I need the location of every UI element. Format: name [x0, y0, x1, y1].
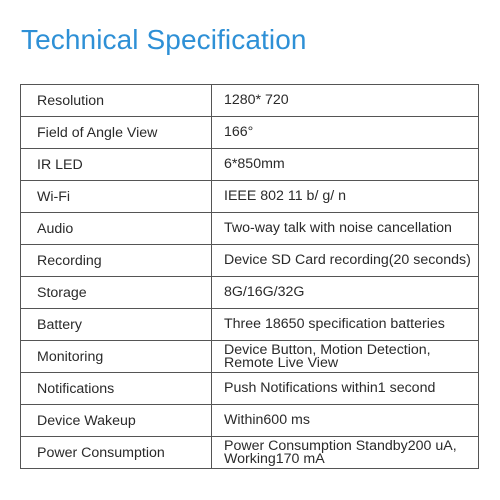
spec-label: Resolution: [21, 85, 212, 117]
table-row: [21, 341, 479, 373]
spec-label: Field of Angle View: [21, 117, 212, 149]
spec-value: Within600 ms: [212, 405, 479, 437]
spec-value: Two-way talk with noise cancellation: [212, 213, 479, 245]
spec-value: IEEE 802 11 b/ g/ n: [212, 181, 479, 213]
spec-label: Device Wakeup: [21, 405, 212, 437]
table-row: [21, 373, 479, 405]
spec-value: 1280* 720: [212, 85, 479, 117]
spec-table: [20, 84, 479, 469]
spec-value: Three 18650 specification batteries: [212, 309, 479, 341]
page-title: Technical Specification: [21, 24, 307, 55]
spec-label: Battery: [21, 309, 212, 341]
spec-label: IR LED: [21, 149, 212, 181]
spec-value: Device SD Card recording(20 seconds): [212, 245, 479, 277]
table-row: [21, 309, 479, 341]
table-row: [21, 117, 479, 149]
spec-value: 6*850mm: [212, 149, 479, 181]
spec-value: Device Button, Motion Detection, Remote Live View: [212, 341, 479, 373]
table-row: [21, 277, 479, 309]
table-row: [21, 149, 479, 181]
spec-label: Notifications: [21, 373, 212, 405]
spec-value: 166°: [212, 117, 479, 149]
spec-label: Monitoring: [21, 341, 212, 373]
spec-label: Wi-Fi: [21, 181, 212, 213]
spec-label: Storage: [21, 277, 212, 309]
spec-label: Power Consumption: [21, 437, 212, 469]
table-row: [21, 181, 479, 213]
spec-value: Push Notifications within1 second: [212, 373, 479, 405]
table-row: [21, 405, 479, 437]
table-row: [21, 437, 479, 469]
table-row: [21, 213, 479, 245]
table-row: [21, 245, 479, 277]
spec-label: Recording: [21, 245, 212, 277]
spec-label: Audio: [21, 213, 212, 245]
spec-value: Power Consumption Standby200 uA, Working170 mA: [212, 437, 479, 469]
spec-value: 8G/16G/32G: [212, 277, 479, 309]
table-row: [21, 85, 479, 117]
